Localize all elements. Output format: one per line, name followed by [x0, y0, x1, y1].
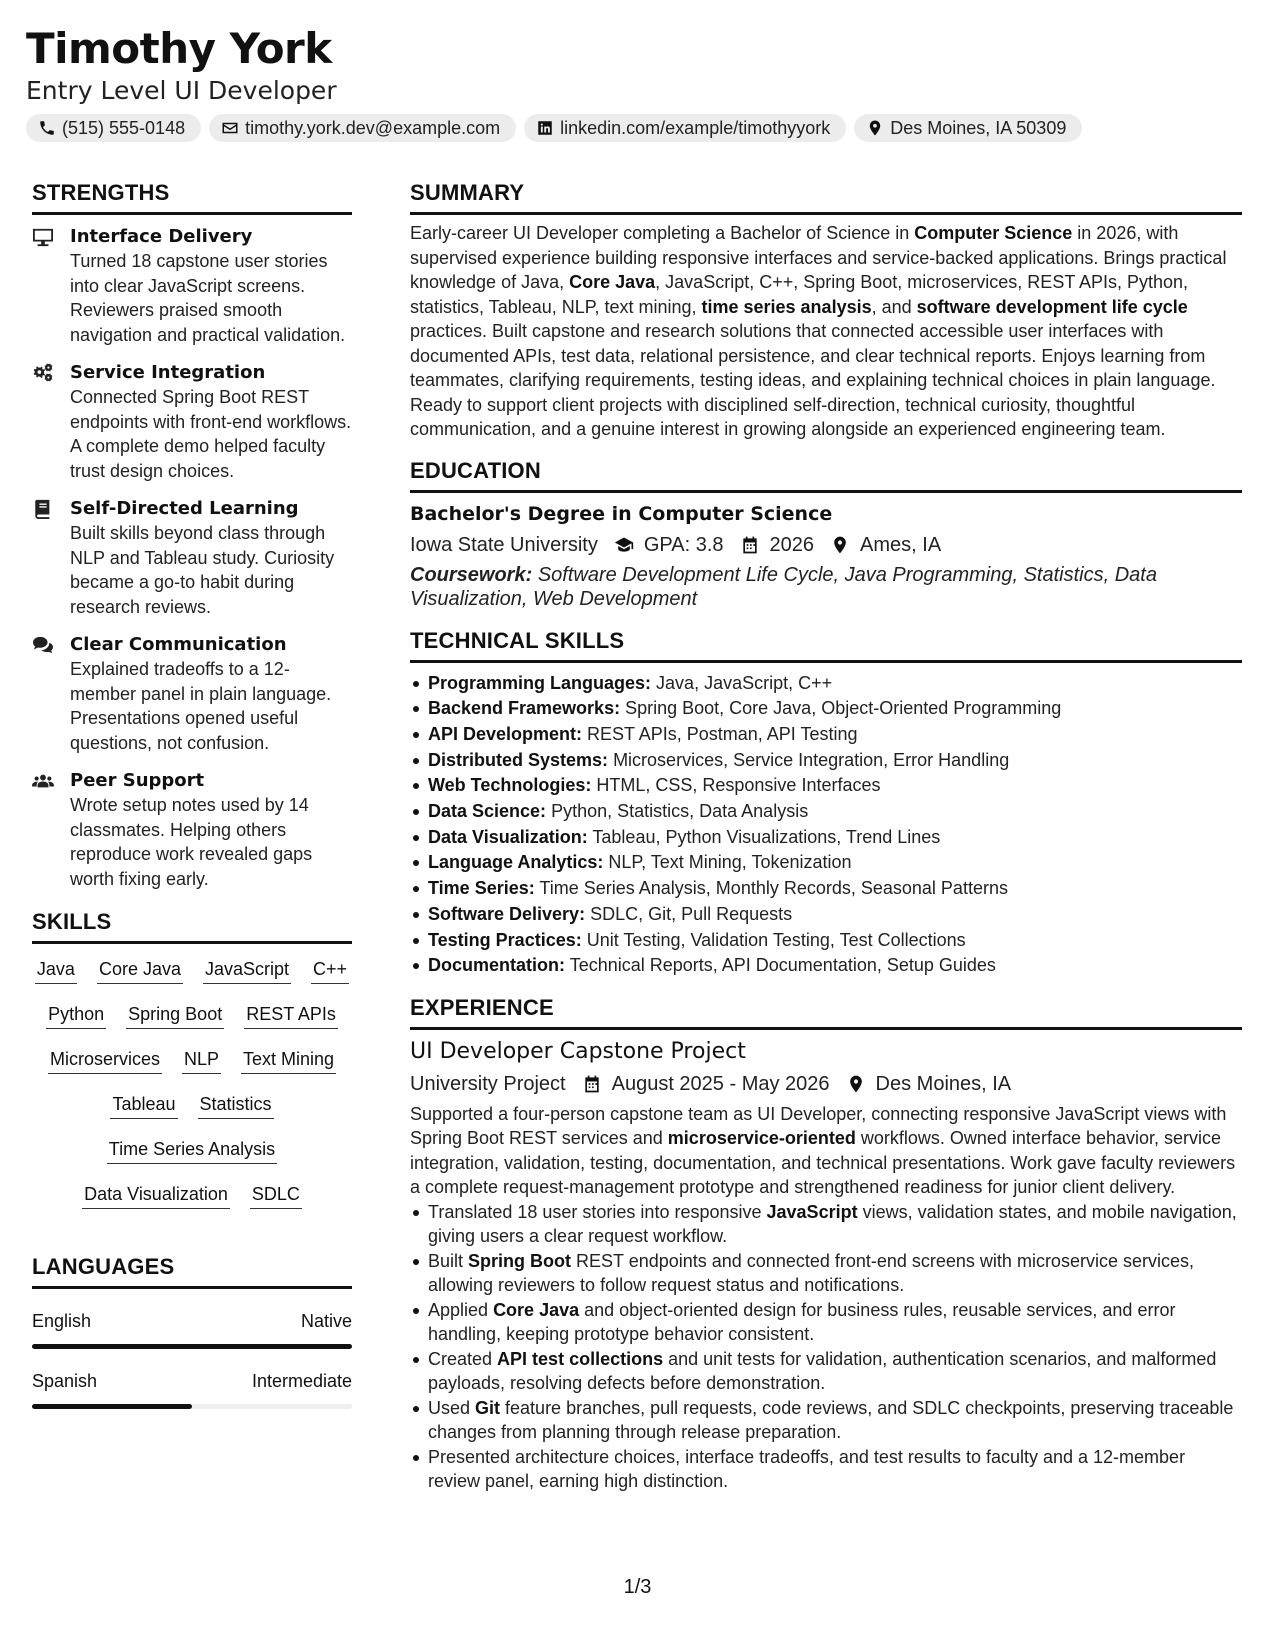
job-organization: University Project	[410, 1072, 566, 1095]
contact-location-text: Des Moines, IA 50309	[890, 117, 1067, 138]
strength-title: Service Integration	[70, 362, 266, 383]
language-proficiency-fill	[32, 1344, 352, 1349]
language-name: English	[32, 1311, 92, 1331]
job-bullet: Used Git feature branches, pull requests, code reviews, and SDLC checkpoints, preserving traceable changes from planning through release preparation.	[410, 1396, 1242, 1445]
skill-tag: Text Mining	[241, 1048, 336, 1074]
technical-skill-item	[410, 696, 1242, 722]
education-heading: EDUCATION	[410, 456, 1242, 493]
coursework-label: Coursework:	[410, 563, 533, 586]
technical-skills-list	[410, 671, 1242, 979]
technical-skill-item	[410, 773, 1242, 799]
strength-title: Clear Communication	[70, 634, 287, 655]
contact-location	[854, 114, 1082, 142]
job-dates: August 2025 - May 2026	[611, 1072, 830, 1095]
coursework	[410, 563, 1242, 612]
skill-tag: REST APIs	[244, 1003, 338, 1029]
education-section	[410, 456, 1242, 612]
technical-skill-item	[410, 671, 1242, 697]
skills-heading: SKILLS	[32, 907, 352, 944]
skills-row	[32, 954, 352, 999]
technical-skill-value: Unit Testing, Validation Testing, Test Collections	[586, 929, 966, 950]
strength-description: Explained tradeoffs to a 12-member panel in plain language. Presentations opened useful questions, not confusion.	[70, 659, 332, 753]
skill-tag: Python	[46, 1003, 106, 1029]
skill-tag: Data Visualization	[82, 1183, 230, 1209]
technical-skill-item	[410, 825, 1242, 851]
technical-skill-label: Distributed Systems:	[428, 749, 609, 770]
skills-row	[32, 1134, 352, 1179]
strength-item	[32, 497, 352, 619]
technical-skill-value: Time Series Analysis, Monthly Records, Seasonal Patterns	[539, 878, 1008, 899]
phone-icon	[38, 119, 56, 137]
contact-email-text: timothy.york.dev@example.com	[245, 117, 501, 138]
technical-skill-label: Testing Practices:	[428, 929, 582, 950]
technical-skill-value: Java, JavaScript, C++	[656, 672, 833, 693]
skill-tag: Core Java	[97, 958, 183, 984]
strengths-list	[32, 225, 352, 891]
technical-skill-value: SDLC, Git, Pull Requests	[590, 903, 793, 924]
technical-skill-value: Python, Statistics, Data Analysis	[551, 801, 809, 822]
strength-title: Interface Delivery	[70, 226, 253, 247]
technical-skill-label: Documentation:	[428, 955, 565, 976]
degree-title: Bachelor's Degree in Computer Science	[410, 502, 833, 525]
job-meta	[410, 1070, 1242, 1098]
skill-tag: Java	[35, 958, 77, 984]
strength-item	[32, 225, 352, 347]
candidate-name: Timothy York	[26, 24, 332, 73]
language-proficiency-fill	[32, 1404, 192, 1409]
strength-title: Peer Support	[70, 770, 205, 791]
job-bullets	[410, 1200, 1242, 1494]
skill-tag: C++	[311, 958, 349, 984]
contact-phone[interactable]	[26, 114, 201, 142]
skills-row	[32, 1044, 352, 1089]
skill-tag: Statistics	[198, 1093, 274, 1119]
job-title: UI Developer Capstone Project	[410, 1038, 746, 1064]
candidate-role: Entry Level UI Developer	[26, 76, 337, 105]
envelope-icon	[221, 119, 239, 137]
technical-skill-value: Spring Boot, Core Java, Object-Oriented Programming	[625, 698, 1062, 719]
language-level: Intermediate	[251, 1371, 352, 1391]
contact-email[interactable]	[209, 114, 516, 142]
technical-skill-value: Tableau, Python Visualizations, Trend Lines	[592, 826, 941, 847]
education-meta	[410, 531, 1242, 559]
language-item	[32, 1371, 352, 1409]
skills-row	[32, 1089, 352, 1134]
technical-skill-item	[410, 902, 1242, 928]
technical-skill-value: Microservices, Service Integration, Error Handling	[613, 749, 1010, 770]
skill-tag: Time Series Analysis	[107, 1138, 277, 1164]
coursework-list: Software Development Life Cycle, Java Programming, Statistics, Data Visualization, Web Development	[410, 563, 1157, 610]
technical-skill-item	[410, 876, 1242, 902]
job-location: Des Moines, IA	[875, 1072, 1012, 1095]
left-column	[32, 178, 352, 1409]
page-number: 1/3	[623, 1576, 652, 1598]
skills-row	[32, 999, 352, 1044]
map-pin-icon	[846, 1074, 866, 1094]
contact-phone-text: (515) 555-0148	[62, 117, 186, 138]
technical-skill-label: Time Series:	[428, 878, 535, 899]
language-item	[32, 1311, 352, 1349]
gpa-text: GPA: 3.8	[643, 533, 724, 556]
skills-row	[32, 1179, 352, 1224]
job-bullet: Presented architecture choices, interface tradeoffs, and test results to faculty and a 12-member review panel, earning high distinction.	[410, 1445, 1242, 1494]
technical-skill-label: Programming Languages:	[428, 672, 652, 693]
experience-section	[410, 993, 1242, 1494]
technical-skill-label: Data Visualization:	[428, 826, 588, 847]
technical-skill-item	[410, 928, 1242, 954]
technical-skill-label: Data Science:	[428, 801, 547, 822]
skill-tag: Tableau	[110, 1093, 177, 1119]
skill-tag: NLP	[182, 1048, 221, 1074]
summary-text: Early-career UI Developer completing a Bachelor of Science in Computer Science in 2026, with supervised experience building responsive interfaces and service-backed applications. Brings practical knowledge of Java, Core Java, JavaScript, C++, Spring Boot, microservices, REST APIs, Python, statistics, Tableau, NLP, text mining, time series analysis, and software development life cycle practices. Built capstone and research solutions that connected accessible user interfaces with documented APIs, test data, relational persistence, and clear technical reports. Enjoys learning from teammates, clarifying requirements, testing ideas, and explaining technical choices in plain language. Ready to support client projects with disciplined self-direction, technical curiosity, thoughtful communication, and a genuine interest in growing alongside an experienced engineering team.	[410, 223, 1227, 439]
language-proficiency-bar	[32, 1344, 352, 1349]
technical-skills-heading: TECHNICAL SKILLS	[410, 626, 1242, 663]
contact-linkedin[interactable]	[524, 114, 846, 142]
strength-item	[32, 769, 352, 891]
experience-heading: EXPERIENCE	[410, 993, 1242, 1030]
technical-skill-item	[410, 953, 1242, 979]
technical-skill-item	[410, 850, 1242, 876]
graduation-cap-icon	[614, 535, 634, 555]
strength-item	[32, 633, 352, 755]
calendar-icon	[740, 535, 760, 555]
skill-tag: SDLC	[250, 1183, 302, 1209]
summary-heading: SUMMARY	[410, 178, 1242, 215]
technical-skill-value: Technical Reports, API Documentation, Setup Guides	[569, 955, 996, 976]
technical-skill-item	[410, 722, 1242, 748]
skill-tag: JavaScript	[203, 958, 291, 984]
technical-skill-label: API Development:	[428, 723, 583, 744]
technical-skill-label: Software Delivery:	[428, 903, 586, 924]
map-pin-icon	[830, 535, 850, 555]
languages-section	[32, 1252, 352, 1409]
technical-skill-label: Backend Frameworks:	[428, 698, 621, 719]
strength-description: Connected Spring Boot REST endpoints with front-end workflows. A complete demo helped faculty trust design choices.	[70, 387, 352, 481]
job-bullet: Applied Core Java and object-oriented design for business rules, reusable services, and error handling, keeping prototype behavior consistent.	[410, 1298, 1242, 1347]
resume-header	[26, 22, 337, 106]
job-bullet: Created API test collections and unit tests for validation, authentication scenarios, and malformed payloads, resolving defects before demonstration.	[410, 1347, 1242, 1396]
strength-description: Built skills beyond class through NLP and Tableau study. Curiosity became a go-to habit during research reviews.	[70, 523, 335, 617]
job-summary: Supported a four-person capstone team as UI Developer, connecting responsive JavaScript views with Spring Boot REST services and microservice-oriented workflows. Owned interface behavior, service integration, validation, testing, documentation, and technical presentations. Work gave faculty reviewers a complete request-management prototype and strengthened readiness for junior client delivery.	[410, 1103, 1236, 1198]
strengths-heading: STRENGTHS	[32, 178, 352, 215]
strength-title: Self-Directed Learning	[70, 498, 299, 519]
languages-heading: LANGUAGES	[32, 1252, 352, 1289]
map-pin-icon	[866, 119, 884, 137]
graduation-year: 2026	[769, 533, 815, 556]
technical-skill-item	[410, 799, 1242, 825]
contact-linkedin-text: linkedin.com/example/timothyyork	[560, 117, 831, 138]
linkedin-icon	[536, 119, 554, 137]
skill-tag: Spring Boot	[126, 1003, 224, 1029]
technical-skill-item	[410, 748, 1242, 774]
strength-description: Wrote setup notes used by 14 classmates. Helping others reproduce work revealed gaps worth fixing early.	[70, 795, 313, 889]
language-name: Spanish	[32, 1371, 98, 1391]
skill-tag: Microservices	[48, 1048, 162, 1074]
gears-icon	[32, 363, 54, 383]
contact-bar	[26, 114, 1082, 142]
technical-skill-label: Language Analytics:	[428, 852, 604, 873]
strength-item	[32, 361, 352, 483]
technical-skill-value: HTML, CSS, Responsive Interfaces	[596, 775, 881, 796]
calendar-icon	[582, 1074, 602, 1094]
technical-skills-section	[410, 626, 1242, 979]
skills-tag-cloud	[32, 954, 352, 1224]
right-column	[410, 178, 1242, 1494]
job-bullet: Translated 18 user stories into responsive JavaScript views, validation states, and mobile navigation, giving users a clear request workflow.	[410, 1200, 1242, 1249]
technical-skill-label: Web Technologies:	[428, 775, 592, 796]
technical-skill-value: NLP, Text Mining, Tokenization	[608, 852, 852, 873]
monitor-icon	[32, 227, 54, 247]
language-level: Native	[300, 1311, 352, 1331]
comments-icon	[32, 635, 54, 655]
users-icon	[32, 771, 54, 791]
book-icon	[32, 499, 54, 519]
language-proficiency-bar	[32, 1404, 352, 1409]
technical-skill-value: REST APIs, Postman, API Testing	[587, 723, 858, 744]
school-name: Iowa State University	[410, 533, 598, 556]
job-bullet: Built Spring Boot REST endpoints and connected front-end screens with microservice services, allowing reviewers to follow request status and notifications.	[410, 1249, 1242, 1298]
strength-description: Turned 18 capstone user stories into clear JavaScript screens. Reviewers praised smooth navigation and practical validation.	[70, 251, 346, 345]
school-location: Ames, IA	[860, 533, 942, 556]
